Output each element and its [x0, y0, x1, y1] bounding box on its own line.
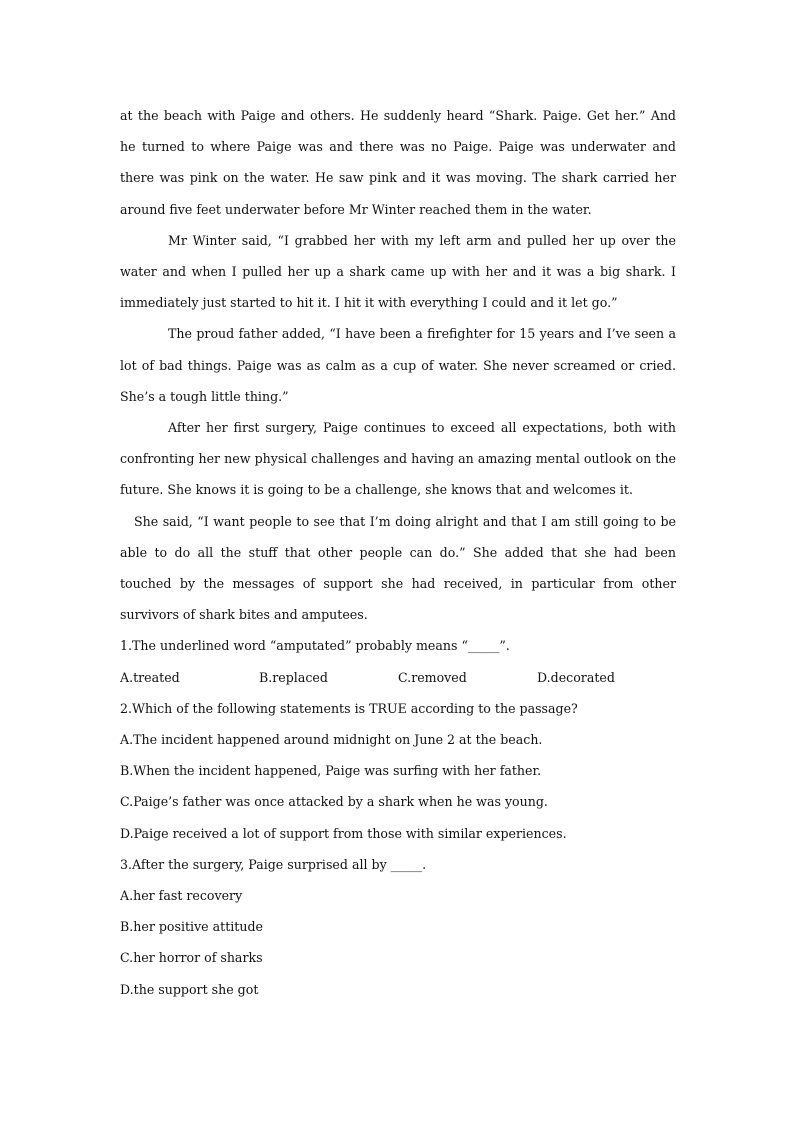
question-1-option-b: B.replaced	[259, 669, 328, 685]
question-2-option-a: A.The incident happened around midnight on June 2 at the beach.	[120, 732, 543, 748]
question-2-option-b: B.When the incident happened, Paige was surfing with her father.	[120, 763, 542, 779]
question-1-option-c: C.removed	[398, 669, 467, 685]
passage-paragraph-1: at the beach with Paige and others. He suddenly heard “Shark. Paige. Get her.” And he turned to where Paige was and there was no Paige. Paige was underwater and there was pink on the water. He saw pink and it was moving. The shark carried her around five feet underwater before Mr Winter reached them in the water.	[120, 108, 676, 217]
question-1-options	[120, 662, 676, 693]
question-2-option-d: D.Paige received a lot of support from those with similar experiences.	[120, 825, 567, 841]
question-2-option-c: C.Paige’s father was once attacked by a shark when he was young.	[120, 794, 548, 810]
question-3-stem: 3.After the surgery, Paige surprised all by _____.	[120, 856, 427, 872]
question-1-option-d: D.decorated	[537, 669, 615, 685]
passage-paragraph-5: She said, “I want people to see that I’m doing alright and that I am still going to be able to do all the stuff that other people can do.” She added that she had been touched by the messages of support she had received, in particular from other survivors of shark bites and amputees.	[120, 513, 676, 623]
question-1-stem: 1.The underlined word “amputated” probably means “_____”.	[120, 638, 510, 654]
question-1-option-a: A.treated	[120, 669, 180, 685]
question-3-option-c: C.her horror of sharks	[120, 950, 263, 966]
question-3-option-a: A.her fast recovery	[120, 888, 243, 904]
question-3-option-b: B.her positive attitude	[120, 919, 263, 935]
passage-paragraph-2: Mr Winter said, “I grabbed her with my left arm and pulled her up over the water and when I pulled her up a shark came up with her and it was a big shark. I immediately just started to hit it. I hit it with everything I could and it let go.”	[120, 232, 676, 311]
document-content	[120, 100, 676, 1005]
question-3-options	[120, 880, 676, 1005]
question-3-option-d: D.the support she got	[120, 981, 259, 997]
passage-paragraph-4: After her first surgery, Paige continues to exceed all expectations, both with confronting her new physical challenges and having an amazing mental outlook on the future. She knows it is going to be a challenge, she knows that and welcomes it.	[120, 420, 676, 498]
question-2-options	[120, 724, 676, 849]
passage-paragraph-3: The proud father added, “I have been a firefighter for 15 years and I’ve seen a lot of bad things. Paige was as calm as a cup of water. She never screamed or cried. She’s a tough little thing.”	[120, 326, 676, 404]
question-2-stem: 2.Which of the following statements is TRUE according to the passage?	[120, 700, 578, 716]
